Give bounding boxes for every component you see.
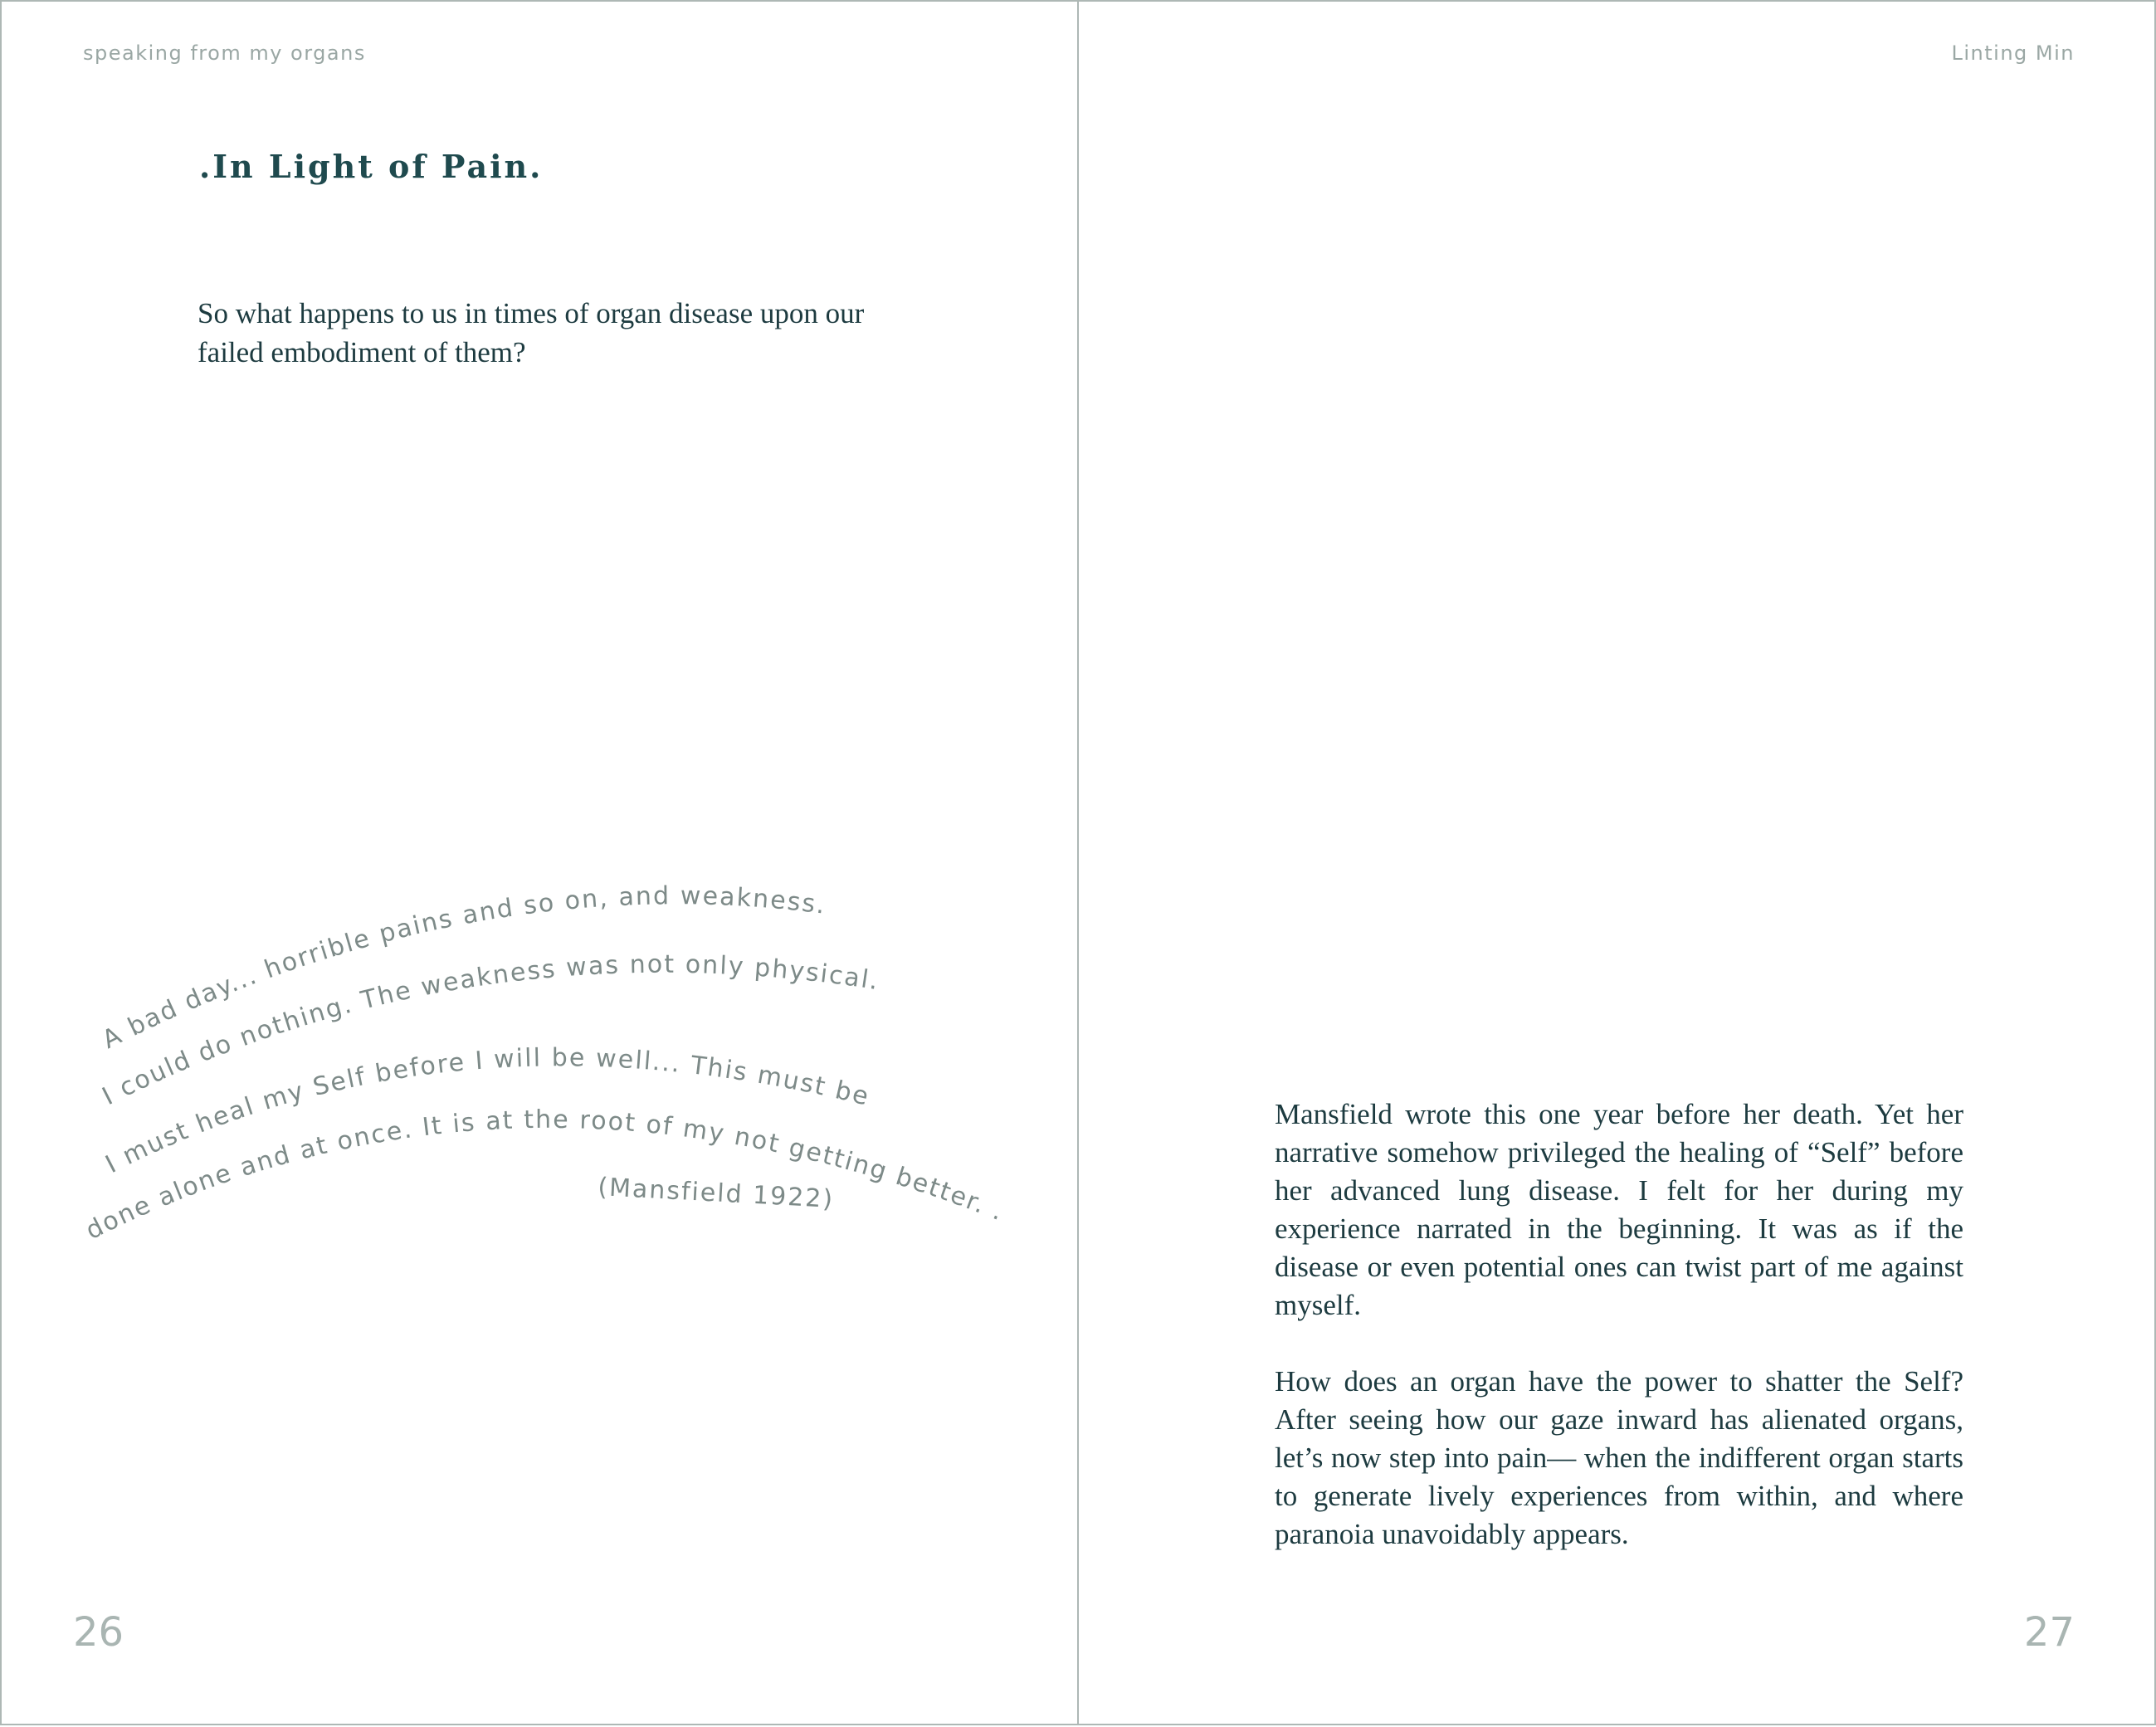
quote-line-3: I must heal my Self before I will be well... This must be [100, 1043, 873, 1180]
right-page [1077, 0, 2156, 1725]
quote-citation: (Mansfield 1922) [597, 1173, 835, 1214]
lead-paragraph: So what happens to us in times of organ disease upon our failed embodiment of them? [198, 297, 865, 368]
body-paragraph-1: Mansfield wrote this one year before her death. Yet her narrative somehow privileged the healing of “Self” before her advanced lung disease. I felt for her during my experience narrated in the beginning. It was as if the disease or even potential ones can twist part of me against myself. [1275, 1098, 1963, 1321]
running-head-book-title: speaking from my organs [83, 41, 366, 65]
body-paragraph-2: How does an organ have the power to shatter the Self? After seeing how our gaze inward has alienated organs, let’s now step into pain— when the indifferent organ starts to generate lively experiences from within, and where paranoia unavoidably appears. [1275, 1365, 1963, 1550]
quote-line-4: done alone and at once. It is at the root of my not getting better. . [80, 1105, 1009, 1246]
quote-line-1: A bad day... horrible pains and so on, and weakness. [97, 881, 828, 1056]
quote-line-2: I could do nothing. The weakness was not only physical. [97, 949, 882, 1112]
page-number-right: 27 [2023, 1609, 2075, 1656]
page-number-left: 26 [73, 1609, 124, 1656]
section-title: .In Light of Pain. [199, 148, 544, 185]
running-head-author: Linting Min [1951, 41, 2075, 65]
left-page [0, 0, 1079, 1725]
curved-quote [2, 2, 1080, 1727]
